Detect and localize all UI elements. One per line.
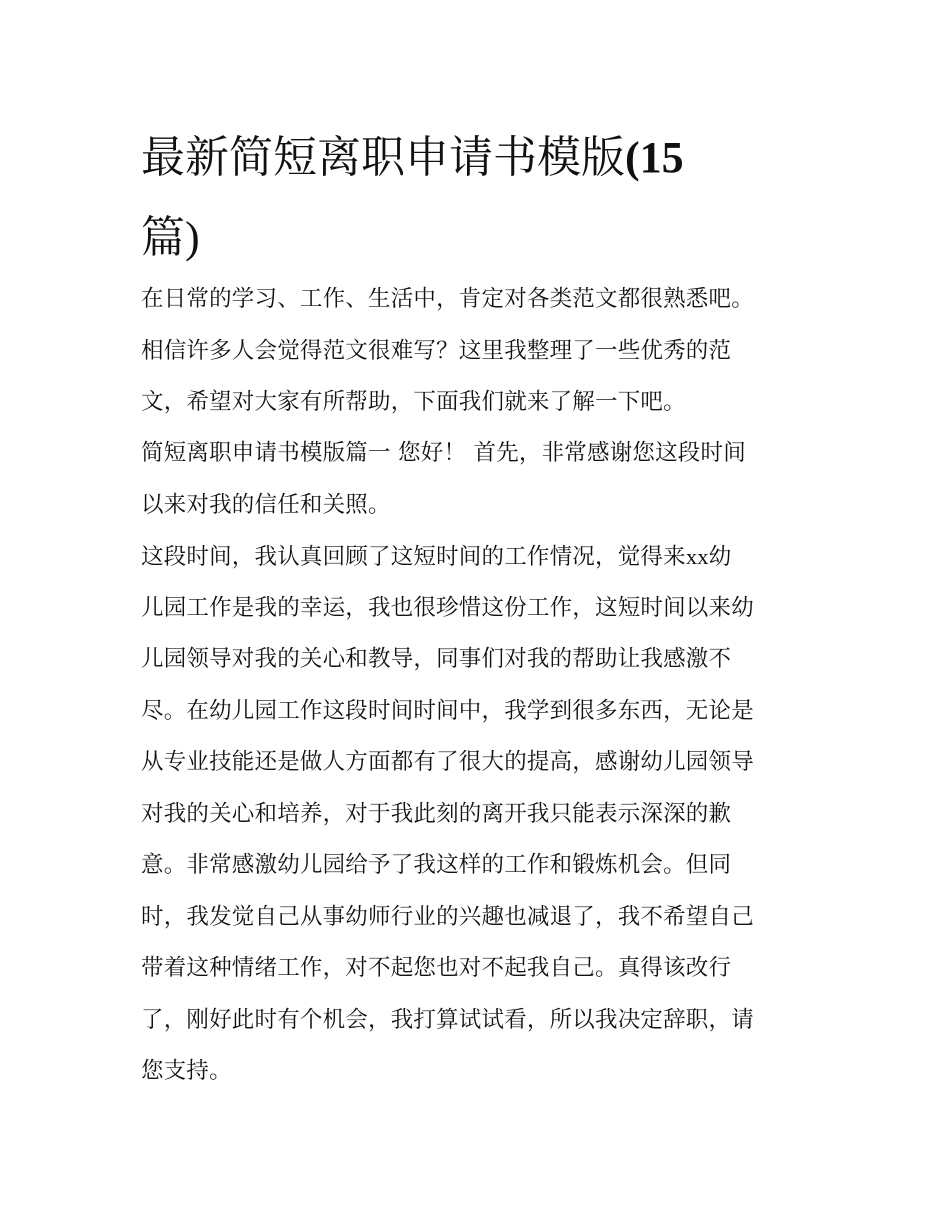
text-line: 儿园领导对我的关心和教导，同事们对我的帮助让我感激不	[141, 646, 732, 672]
text-line: 您支持。	[141, 1058, 232, 1084]
text-line: 从专业技能还是做人方面都有了很大的提高，感谢幼儿园领导	[141, 749, 754, 775]
text-line: 相信许多人会觉得范文很难写？这里我整理了一些优秀的范	[141, 337, 732, 364]
text-line: 了，刚好此时有个机会，我打算试试看，所以我决定辞职，请	[141, 1006, 754, 1033]
text-line: 儿园工作是我的幸运，我也很珍惜这份工作，这短时间以来幼	[141, 594, 754, 621]
text-line	[141, 531, 841, 583]
text-line: 以来对我的信任和关照。	[141, 491, 391, 518]
intro-paragraph	[141, 274, 841, 429]
title-count: (15	[625, 133, 684, 182]
title-line-2	[141, 198, 831, 278]
title-text-cont: 篇	[141, 212, 185, 263]
text-line: 简短离职申请书模版篇一 您好！ 首先，非常感谢您这段时间	[141, 440, 746, 466]
text-line: 带着这种情绪工作，对不起您也对不起我自己。真得该改行	[141, 955, 732, 981]
text-line: 文，希望对大家有所帮助，下面我们就来了解一下吧。	[141, 389, 686, 415]
body-paragraph	[141, 531, 841, 1098]
text-line: 在日常的学习、工作、生活中，肯定对各类范文都很熟悉吧。	[141, 286, 754, 312]
title-close-paren: )	[185, 213, 200, 262]
title-text: 最新简短离职申请书模版	[141, 132, 625, 183]
title-line-1	[141, 118, 831, 198]
text-line: 时，我发觉自己从事幼师行业的兴趣也减退了，我不希望自己	[141, 903, 754, 930]
text-segment: 幼	[708, 544, 732, 570]
text-line: 意。非常感激幼儿园给予了我这样的工作和锻炼机会。但同	[141, 852, 732, 878]
document-title	[141, 118, 831, 278]
text-line: 尽。在幼儿园工作这段时间时间中，我学到很多东西，无论是	[141, 697, 754, 724]
placeholder-name: xx	[685, 544, 709, 569]
text-line: 对我的关心和培养，对于我此刻的离开我只能表示深深的歉	[141, 800, 732, 827]
section-1-paragraph	[141, 428, 841, 531]
text-segment: 这段时间，我认真回顾了这短时间的工作情况，觉得来	[141, 544, 686, 570]
